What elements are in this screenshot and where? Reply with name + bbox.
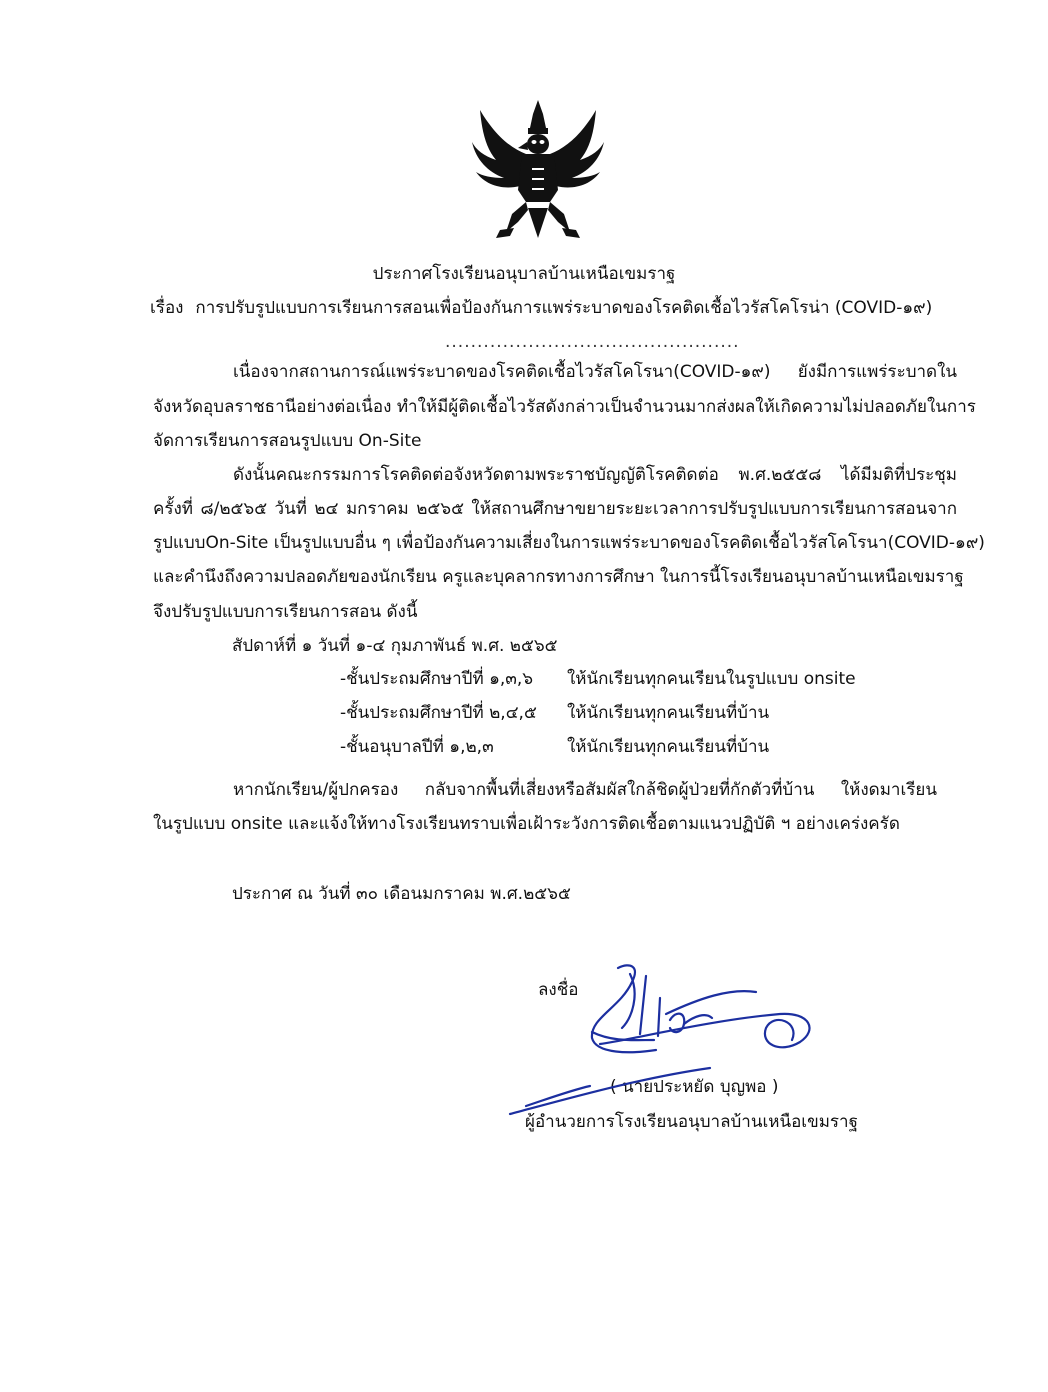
schedule-instruction: ให้นักเรียนทุกคนเรียนที่บ้าน (567, 703, 770, 723)
announce-date: ประกาศ ณ วันที่ ๓๐ เดือนมกราคม พ.ศ.๒๕๖๕ (232, 884, 571, 904)
paragraph1-line3: จัดการเรียนการสอนรูปแบบ On-Site (153, 431, 422, 451)
subject-label: เรื่อง (150, 298, 184, 318)
document-title: ประกาศโรงเรียนอนุบาลบ้านเหนือเขมราฐ (372, 264, 676, 284)
garuda-emblem-icon (470, 98, 606, 240)
signer-position: ผู้อำนวยการโรงเรียนอนุบาลบ้านเหนือเขมราฐ (525, 1112, 858, 1132)
schedule-level: -ชั้นประถมศึกษาปีที่ ๒,๔,๕ (340, 703, 537, 723)
schedule-level: -ชั้นอนุบาลปีที่ ๑,๒,๓ (340, 737, 494, 757)
signer-name: ( นายประหยัด บุญพอ ) (610, 1077, 779, 1097)
paragraph3-line2: ในรูปแบบ onsite และแจ้งให้ทางโรงเรียนทราบเพื่อเฝ้าระวังการติดเชื้อตามแนวปฏิบัติ ฯ อย่างเคร่งครัด (153, 814, 900, 834)
schedule-instruction: ให้นักเรียนทุกคนเรียนในรูปแบบ onsite (567, 669, 856, 689)
separator-dots: .............................................. (445, 332, 740, 352)
schedule-instruction: ให้นักเรียนทุกคนเรียนที่บ้าน (567, 737, 770, 757)
subject-text: การปรับรูปแบบการเรียนการสอนเพื่อป้องกันการแพร่ระบาดของโรคติดเชื้อไวรัสโคโรน่า (COVID-๑๙) (195, 298, 933, 318)
paragraph2-line3: รูปแบบOn-Site เป็นรูปแบบอื่น ๆ เพื่อป้องกันความเสี่ยงในการแพร่ระบาดของโรคติดเชื้อไวรัสโคโรนา(COVID-๑๙) (153, 533, 985, 553)
paragraph2-line5: จึงปรับรูปแบบการเรียนการสอน ดังนี้ (153, 602, 418, 622)
paragraph2-line2: ครั้งที่ ๘/๒๕๖๕ วันที่ ๒๔ มกราคม ๒๕๖๕ ให้สถานศึกษาขยายระยะเวลาการปรับรูปแบบการเรียนการสอนจาก (153, 499, 957, 519)
paragraph1-line1: เนื่องจากสถานการณ์แพร่ระบาดของโรคติดเชื้อไวรัสโคโรนา(COVID-๑๙) ยังมีการแพร่ระบาดใน (233, 362, 957, 382)
paragraph2-line4: และคำนึงถึงความปลอดภัยของนักเรียน ครูและบุคลากรทางการศึกษา ในการนี้โรงเรียนอนุบาลบ้านเหนือเขมราฐ (153, 567, 964, 587)
schedule-week: สัปดาห์ที่ ๑ วันที่ ๑-๔ กุมภาพันธ์ พ.ศ. ๒๕๖๕ (232, 636, 558, 656)
paragraph1-line2: จังหวัดอุบลราชธานีอย่างต่อเนื่อง ทำให้มีผู้ติดเชื้อไวรัสดังกล่าวเป็นจำนวนมากส่งผลให้เกิดความไม่ปลอดภัยในการ (153, 397, 976, 417)
handwritten-signature-icon (480, 958, 820, 1133)
schedule-level: -ชั้นประถมศึกษาปีที่ ๑,๓,๖ (340, 669, 534, 689)
paragraph3-line1: หากนักเรียน/ผู้ปกครอง กลับจากพื้นที่เสี่ยงหรือสัมผัสใกล้ชิดผู้ป่วยที่กักตัวที่บ้าน ให้งดมาเรียน (233, 780, 937, 800)
paragraph2-line1: ดังนั้นคณะกรรมการโรคติดต่อจังหวัดตามพระราชบัญญัติโรคติดต่อ พ.ศ.๒๕๕๘ ได้มีมติที่ประชุม (233, 465, 957, 485)
sign-label: ลงชื่อ (538, 980, 579, 1000)
subject-line (150, 296, 932, 320)
